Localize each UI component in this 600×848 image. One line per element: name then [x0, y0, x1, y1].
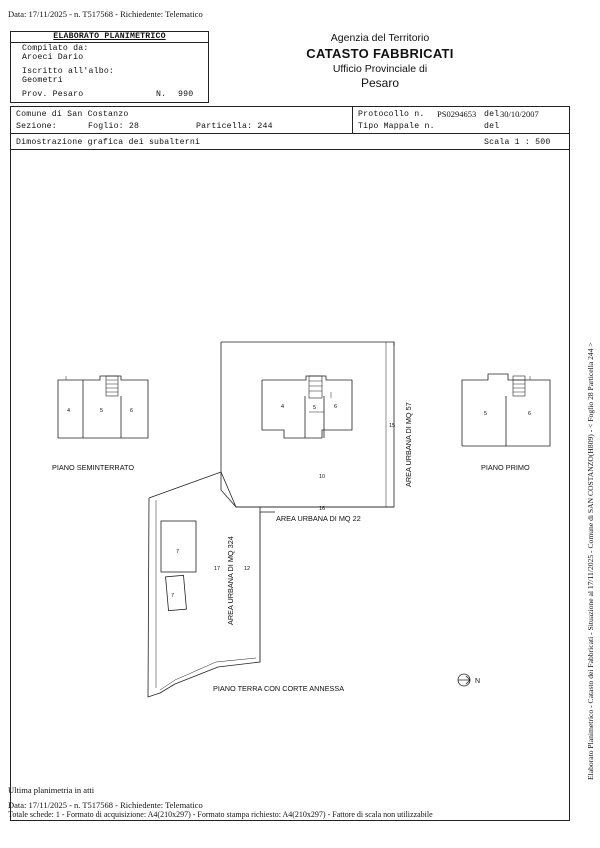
ultima-planimetria: Ultima planimetria in atti	[8, 785, 95, 795]
label-area-22: AREA URBANA DI MQ 22	[276, 514, 361, 523]
del2-label: del	[484, 122, 500, 131]
sub-number: 5	[100, 408, 104, 414]
plan-piano-terra	[221, 342, 394, 507]
iscritto-value: Geometri	[22, 76, 63, 85]
particella-text: Particella: 244	[196, 122, 273, 131]
prov-label: Prov. Pesaro	[22, 90, 84, 99]
form-title: ELABORATO PLANIMETRICO	[53, 32, 166, 41]
del1-label: del	[484, 110, 500, 119]
sub-number: 17	[214, 566, 221, 572]
iscritto-label: Iscritto all'albo:	[22, 67, 115, 76]
num-label: N.	[156, 90, 167, 99]
dimostrazione-text: Dimostrazione grafica dei subalterni	[16, 138, 201, 147]
agency-line4: Pesaro	[360, 76, 400, 90]
tipo-mappale-label: Tipo Mappale n.	[358, 122, 435, 131]
plan-court	[148, 472, 260, 697]
agency-line1: Agenzia del Territorio	[330, 32, 430, 44]
label-piano-primo: PIANO PRIMO	[481, 463, 530, 472]
sub-number: 6	[528, 411, 532, 417]
side-vertical-text: Elaborato Planimetrico - Catasto dei Fabbricati - Situazione al 17/11/2025 - Comune di SAN COSTANZO(H809) - < Foglio 28 Particella 244 >	[586, 342, 595, 780]
north-arrow-icon	[458, 674, 470, 686]
protocollo-label: Protocollo n.	[358, 110, 425, 119]
footer-totale: Totale schede: 1 - Formato di acquisizione: A4(210x297) - Formato stampa richiesto: A4(210x297) - Fattore di scala non utilizzabile	[8, 810, 433, 819]
label-area-57: AREA URBANA DI MQ 57	[404, 402, 413, 487]
num-value: 990	[178, 90, 194, 99]
label-piano-seminterrato: PIANO SEMINTERRATO	[52, 463, 135, 472]
sub-number: 10	[319, 474, 326, 480]
sub-number: 6	[130, 408, 134, 414]
sub-number: 12	[244, 566, 251, 572]
comune-text: Comune di San Costanzo	[16, 110, 129, 119]
sub-number: 5	[313, 405, 317, 411]
plan-seminterrato	[58, 376, 148, 438]
sub-number: 15	[389, 423, 396, 429]
agency-line3: Ufficio Provinciale di	[332, 63, 428, 75]
header-request-line: Data: 17/11/2025 - n. T517568 - Richiedente: Telematico	[8, 9, 203, 19]
sub-number: 7	[171, 593, 175, 599]
foglio-text: Foglio: 28	[88, 122, 140, 131]
sub-number: 6	[334, 404, 338, 410]
compilato-label: Compilato da:	[22, 44, 89, 53]
label-piano-terra: PIANO TERRA CON CORTE ANNESSA	[213, 684, 345, 693]
sezione-label: Sezione:	[16, 122, 57, 131]
footer-data-line: Data: 17/11/2025 - n. T517568 - Richiedente: Telematico	[8, 800, 203, 810]
compilato-name: Aroeci Dario	[22, 53, 84, 62]
plan-area-22	[260, 507, 394, 512]
plan-piano-primo	[462, 374, 550, 446]
sub-number: 16	[319, 506, 326, 512]
north-label: N	[475, 678, 481, 685]
del1-value: 30/10/2007	[500, 109, 539, 119]
sub-number: 4	[281, 404, 285, 410]
sub-number: 5	[484, 411, 488, 417]
sub-number: 7	[176, 549, 180, 555]
agency-line2: CATASTO FABBRICATI	[306, 46, 454, 61]
sub-number: 4	[67, 408, 71, 414]
protocollo-value: PS0294653	[437, 109, 477, 119]
label-area-324: AREA URBANA DI MQ 324	[226, 536, 235, 625]
scala-text: Scala 1 : 500	[484, 138, 551, 147]
